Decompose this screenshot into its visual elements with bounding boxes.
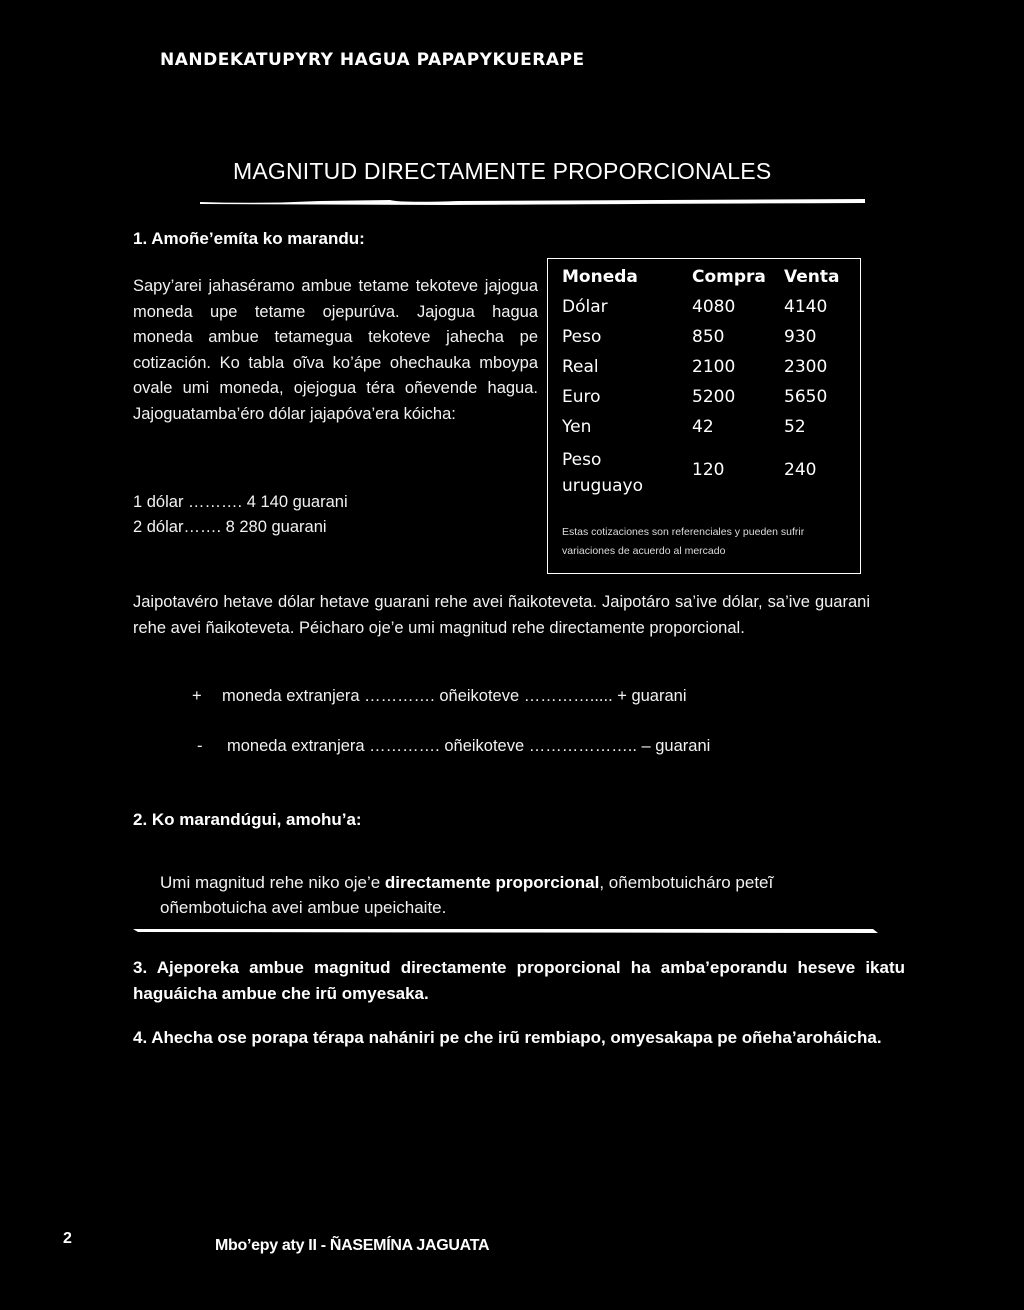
currency-name: Real — [562, 357, 599, 377]
buy-rate: 850 — [692, 327, 725, 347]
minus-sign: - — [197, 737, 203, 755]
definition-text: Umi magnitud rehe niko oje’e — [160, 873, 385, 892]
sell-rate: 240 — [784, 460, 817, 480]
definition-text: , oñembotuicháro peteĩ oñembotuicha avei ambue upeichaite. — [160, 873, 774, 917]
example-line: 1 dólar ………. 4 140 guarani — [133, 493, 348, 511]
buy-rate: 120 — [692, 460, 725, 480]
buy-rate: 2100 — [692, 357, 736, 377]
intro-paragraph — [133, 274, 538, 427]
currency-name: Dólar — [562, 297, 608, 317]
section-1-heading: 1. Amoñe’emíta ko marandu: — [133, 229, 365, 248]
definition-underline — [133, 927, 878, 935]
definition-box — [160, 870, 850, 920]
column-header-venta: Venta — [784, 267, 840, 287]
plus-sign: + — [192, 687, 202, 705]
currency-name: Peso uruguayo — [562, 450, 643, 496]
sell-rate: 930 — [784, 327, 817, 347]
intro-text: Sapy’arei jahaséramo ambue tetame tekoteve jajogua moneda upe tetame ojepurúva. Jajogua hagua moneda ambue tetamegua tekoteve jahecha pe cotización. Ko tabla oĩva ko’ápe ohechauka mboypa ovale umi moneda, ojejogua téra oñevende hagua. Jajoguatamba’éro dólar jajapóva’era kóicha: — [133, 277, 538, 423]
sell-rate: 52 — [784, 417, 806, 437]
comparison-line-more: moneda extranjera …………. oñeikoteve …………..... + guarani — [222, 687, 687, 705]
column-header-compra: Compra — [692, 267, 766, 287]
section-2-heading: 2. Ko marandúgui, amohu’a: — [133, 810, 362, 829]
sell-rate: 4140 — [784, 297, 828, 317]
page-title: MAGNITUD DIRECTAMENTE PROPORCIONALES — [233, 158, 772, 184]
buy-rate: 4080 — [692, 297, 736, 317]
definition-term: directamente proporcional — [384, 873, 600, 892]
page-number: 2 — [63, 1230, 72, 1247]
conversion-examples — [133, 490, 348, 540]
title-underline — [200, 196, 865, 206]
sell-rate: 2300 — [784, 357, 828, 377]
book-title: Mbo’epy aty II - ÑASEMÍNA JAGUATA — [215, 1237, 490, 1254]
currency-name: Peso — [562, 327, 602, 347]
currency-name: Euro — [562, 387, 601, 407]
example-line: 2 dólar……. 8 280 guarani — [133, 518, 327, 536]
buy-rate: 42 — [692, 417, 714, 437]
proportionality-paragraph: Jaipotavéro hetave dólar hetave guarani rehe avei ñaikoteveta. Jaipotáro sa’ive dólar, sa’ive guarani rehe avei ñaikoteveta. Péicharo oje’e umi magnitud rehe directamente proporcional. — [133, 593, 870, 637]
exchange-rate-table — [547, 258, 861, 574]
section-3-task: 3. Ajeporeka ambue magnitud directamente proporcional ha amba’eporandu heseve ikatu haguáicha ambue che irũ omyesaka. — [133, 958, 905, 1003]
buy-rate: 5200 — [692, 387, 736, 407]
comparison-line-less: moneda extranjera …………. oñeikoteve ……………….. – guarani — [227, 737, 711, 755]
running-header: NANDEKATUPYRY HAGUA PAPAPYKUERAPE — [160, 50, 585, 70]
column-header-moneda: Moneda — [562, 267, 638, 287]
section-4-task: 4. Ahecha ose porapa térapa nahániri pe che irũ rembiapo, omyesakapa pe oñeha’aroháicha. — [133, 1028, 882, 1047]
table-footnote: Estas cotizaciones son referenciales y pueden sufrir variaciones de acuerdo al mercado — [562, 526, 805, 557]
currency-name: Yen — [562, 417, 592, 437]
sell-rate: 5650 — [784, 387, 828, 407]
